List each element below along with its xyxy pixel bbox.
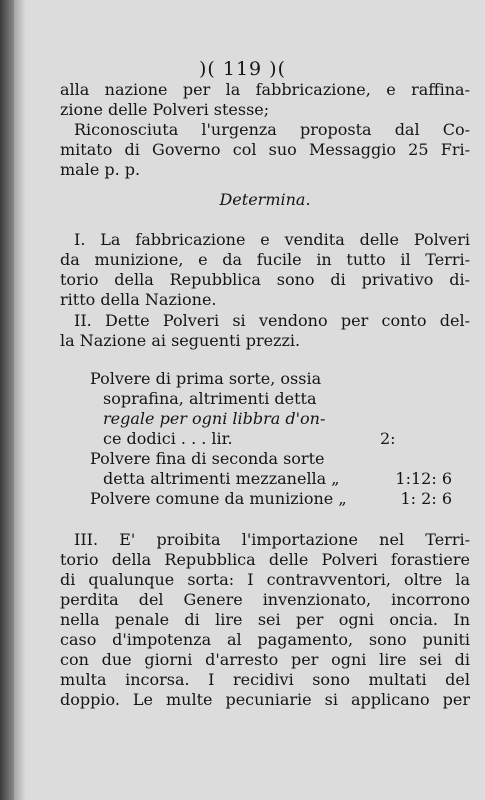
price-item-3-value: 1: 2: 6 xyxy=(400,489,452,508)
preamble-line: mitato di Governo col suo Messaggio 25 Fri- xyxy=(60,140,470,159)
article-3-line: III. E' proibita l'importazione nel Terri- xyxy=(74,530,470,549)
article-1-line: da munizione, e da fucile in tutto il Terri- xyxy=(60,250,470,269)
article-1-line: ritto della Nazione. xyxy=(60,290,217,309)
preamble-line: male p. p. xyxy=(60,160,141,179)
gutter-shadow xyxy=(14,0,26,800)
preamble-line: alla nazione per la fabbricazione, e raffina- xyxy=(60,80,470,99)
book-spine xyxy=(0,0,14,800)
price-item-1-line: soprafina, altrimenti detta xyxy=(103,389,317,408)
price-item-1-line: Polvere di prima sorte, ossia xyxy=(90,369,322,388)
article-1-line: torio della Repubblica sono di privativo di- xyxy=(60,270,470,289)
price-item-1-line: regale per ogni libbra d'on- xyxy=(103,409,326,428)
price-item-2-line: detta altrimenti mezzanella „ xyxy=(103,469,340,488)
preamble-line: Riconosciuta l'urgenza proposta dal Co- xyxy=(74,120,470,139)
article-3-line: nella penale di lire sei per ogni oncia. In xyxy=(60,610,470,629)
price-item-1-value: 2: xyxy=(380,429,396,448)
article-3-line: multa incorsa. I recidivi sono multati del xyxy=(60,670,470,689)
section-heading: Determina. xyxy=(219,190,311,209)
article-3-line: con due giorni d'arresto per ogni lire sei di xyxy=(60,650,470,669)
article-3-line: doppio. Le multe pecuniarie si applicano per xyxy=(60,690,470,709)
article-3-line: torio della Repubblica delle Polveri forastiere xyxy=(60,550,470,569)
article-3-line: perdita del Genere invenzionato, incorrono xyxy=(60,590,470,609)
price-item-1-line: ce dodici . . . lir. xyxy=(103,429,233,448)
price-item-3-line: Polvere comune da munizione „ xyxy=(90,489,347,508)
price-item-2-value: 1:12: 6 xyxy=(395,469,452,488)
page-number: )( 119 )( xyxy=(199,58,286,80)
preamble-line: zione delle Polveri stesse; xyxy=(60,100,270,119)
article-2-line: la Nazione ai seguenti prezzi. xyxy=(60,331,301,350)
article-3-line: di qualunque sorta: I contravventori, oltre la xyxy=(60,570,470,589)
price-item-2-line: Polvere fina di seconda sorte xyxy=(90,449,325,468)
article-3-line: caso d'impotenza al pagamento, sono puniti xyxy=(60,630,470,649)
article-2-line: II. Dette Polveri si vendono per conto del- xyxy=(74,311,470,330)
article-1-line: I. La fabbricazione e vendita delle Polveri xyxy=(74,230,470,249)
